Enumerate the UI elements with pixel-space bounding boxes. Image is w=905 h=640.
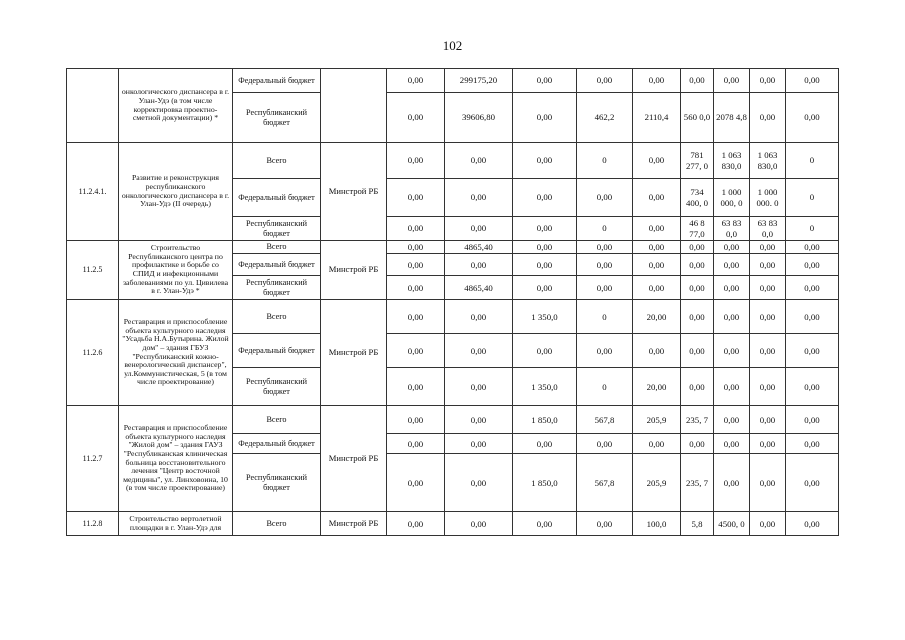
- amount-cell: 20,00: [633, 300, 681, 334]
- amount-cell: 567,8: [577, 454, 633, 512]
- amount-cell: 235, 7: [681, 454, 714, 512]
- table-row: [67, 406, 839, 434]
- amount-cell: 0,00: [714, 454, 750, 512]
- amount-cell: 0,00: [786, 368, 839, 406]
- amount-cell: 20,00: [633, 368, 681, 406]
- row-code: 11.2.5: [67, 241, 119, 300]
- row-measure-name: Развитие и реконструкция республиканского онкологического диспансера в г. Улан-Удэ (II очередь): [119, 143, 233, 241]
- amount-cell: 0,00: [750, 434, 786, 454]
- amount-cell: 5,8: [681, 512, 714, 536]
- amount-cell: 0: [786, 217, 839, 241]
- amount-cell: 0,00: [387, 300, 445, 334]
- funding-source: Республиканский бюджет: [233, 276, 321, 300]
- amount-cell: 0,00: [750, 254, 786, 276]
- table-row: [67, 300, 839, 334]
- amount-cell: 0,00: [786, 334, 839, 368]
- row-measure-name: онкологического диспансера в г. Улан-Удэ (в том числе корректировка проектно-сметной документации) *: [119, 69, 233, 143]
- amount-cell: 0,00: [577, 434, 633, 454]
- amount-cell: 0,00: [681, 434, 714, 454]
- amount-cell: 0,00: [750, 512, 786, 536]
- amount-cell: 0,00: [513, 276, 577, 300]
- row-code: 11.2.8: [67, 512, 119, 536]
- amount-cell: 0,00: [513, 217, 577, 241]
- amount-cell: 0,00: [513, 179, 577, 217]
- amount-cell: 0,00: [577, 334, 633, 368]
- amount-cell: 0,00: [786, 406, 839, 434]
- amount-cell: 0: [577, 368, 633, 406]
- amount-cell: 0,00: [513, 254, 577, 276]
- row-code: [67, 69, 119, 143]
- amount-cell: 0,00: [633, 69, 681, 93]
- amount-cell: 1 063 830,0: [714, 143, 750, 179]
- amount-cell: 0,00: [577, 69, 633, 93]
- funding-source: Всего: [233, 512, 321, 536]
- amount-cell: 4500, 0: [714, 512, 750, 536]
- funding-source: Федеральный бюджет: [233, 334, 321, 368]
- funding-source: Всего: [233, 143, 321, 179]
- amount-cell: 0,00: [750, 454, 786, 512]
- amount-cell: 0,00: [445, 300, 513, 334]
- funding-source: Республиканский бюджет: [233, 454, 321, 512]
- amount-cell: 0,00: [633, 179, 681, 217]
- amount-cell: 0: [786, 179, 839, 217]
- amount-cell: 0,00: [577, 276, 633, 300]
- amount-cell: 0,00: [786, 454, 839, 512]
- amount-cell: 0,00: [387, 241, 445, 254]
- amount-cell: 0,00: [681, 276, 714, 300]
- amount-cell: 0,00: [750, 276, 786, 300]
- amount-cell: 0,00: [387, 334, 445, 368]
- amount-cell: 205,9: [633, 454, 681, 512]
- amount-cell: 0,00: [633, 334, 681, 368]
- funding-source: Республиканский бюджет: [233, 368, 321, 406]
- amount-cell: 0,00: [786, 434, 839, 454]
- amount-cell: 0,00: [387, 93, 445, 143]
- amount-cell: 0,00: [750, 368, 786, 406]
- amount-cell: 0,00: [577, 241, 633, 254]
- row-code: 11.2.4.1.: [67, 143, 119, 241]
- amount-cell: 0,00: [387, 217, 445, 241]
- amount-cell: 0,00: [513, 512, 577, 536]
- amount-cell: 0,00: [633, 143, 681, 179]
- amount-cell: 0,00: [513, 143, 577, 179]
- amount-cell: 0,00: [786, 69, 839, 93]
- amount-cell: 0,00: [750, 241, 786, 254]
- amount-cell: 0,00: [387, 368, 445, 406]
- funding-source: Республиканский бюджет: [233, 217, 321, 241]
- amount-cell: 0,00: [714, 300, 750, 334]
- table-row: [67, 69, 839, 93]
- row-measure-name: Строительство Республиканского центра по профилактике и борьбе со СПИД и инфекционными заболеваниями по ул. Цивилева в г. Улан-Удэ *: [119, 241, 233, 300]
- amount-cell: 0,00: [387, 406, 445, 434]
- amount-cell: 0,00: [513, 241, 577, 254]
- amount-cell: 0,00: [786, 241, 839, 254]
- row-measure-name: Реставрация и приспособление объекта культурного наследия "Усадьба Н.А.Бутырина. Жилой дом" – здания ГБУЗ "Республиканский кожно-венерологический диспансер", ул.Коммунистическая, 5 (в том числе проектирование): [119, 300, 233, 406]
- funding-source: Всего: [233, 406, 321, 434]
- responsible-executor: Минстрой РБ: [321, 512, 387, 536]
- amount-cell: 0,00: [633, 434, 681, 454]
- amount-cell: 0: [786, 143, 839, 179]
- amount-cell: 0,00: [681, 69, 714, 93]
- amount-cell: 0,00: [387, 276, 445, 300]
- amount-cell: 0,00: [387, 143, 445, 179]
- amount-cell: 0,00: [714, 241, 750, 254]
- amount-cell: 1 850,0: [513, 406, 577, 434]
- amount-cell: 0,00: [445, 217, 513, 241]
- table-body: [67, 69, 839, 536]
- amount-cell: 0,00: [681, 300, 714, 334]
- amount-cell: 0,00: [633, 217, 681, 241]
- amount-cell: 235, 7: [681, 406, 714, 434]
- amount-cell: 560 0,0: [681, 93, 714, 143]
- row-code: 11.2.7: [67, 406, 119, 512]
- amount-cell: 0,00: [786, 300, 839, 334]
- amount-cell: 567,8: [577, 406, 633, 434]
- amount-cell: 0,00: [714, 276, 750, 300]
- amount-cell: 0,00: [577, 179, 633, 217]
- amount-cell: 205,9: [633, 406, 681, 434]
- amount-cell: 0,00: [714, 334, 750, 368]
- amount-cell: 0,00: [445, 254, 513, 276]
- amount-cell: 0,00: [714, 368, 750, 406]
- amount-cell: 0,00: [387, 512, 445, 536]
- amount-cell: 0: [577, 300, 633, 334]
- table-row: [67, 241, 839, 254]
- amount-cell: 2078 4,8: [714, 93, 750, 143]
- amount-cell: 299175,20: [445, 69, 513, 93]
- amount-cell: 0,00: [786, 512, 839, 536]
- table-row: [67, 143, 839, 179]
- amount-cell: 0: [577, 143, 633, 179]
- amount-cell: 734 400, 0: [681, 179, 714, 217]
- row-measure-name: Строительство вертолетной площадки в г. Улан-Удэ для: [119, 512, 233, 536]
- responsible-executor: Минстрой РБ: [321, 241, 387, 300]
- amount-cell: 0,00: [387, 179, 445, 217]
- responsible-executor: Минстрой РБ: [321, 300, 387, 406]
- funding-source: Федеральный бюджет: [233, 69, 321, 93]
- amount-cell: 0,00: [387, 434, 445, 454]
- amount-cell: 1 000 000, 0: [714, 179, 750, 217]
- amount-cell: 0,00: [513, 334, 577, 368]
- amount-cell: 0,00: [445, 143, 513, 179]
- amount-cell: 0: [577, 217, 633, 241]
- amount-cell: 0,00: [633, 241, 681, 254]
- funding-source: Всего: [233, 300, 321, 334]
- row-code: 11.2.6: [67, 300, 119, 406]
- amount-cell: 0,00: [513, 434, 577, 454]
- funding-source: Федеральный бюджет: [233, 434, 321, 454]
- amount-cell: 0,00: [750, 300, 786, 334]
- amount-cell: 0,00: [750, 334, 786, 368]
- amount-cell: 0,00: [445, 454, 513, 512]
- amount-cell: 0,00: [577, 254, 633, 276]
- amount-cell: 1 000 000. 0: [750, 179, 786, 217]
- amount-cell: 2110,4: [633, 93, 681, 143]
- amount-cell: 0,00: [714, 254, 750, 276]
- funding-source: Федеральный бюджет: [233, 179, 321, 217]
- amount-cell: 0,00: [714, 69, 750, 93]
- amount-cell: 1 350,0: [513, 368, 577, 406]
- amount-cell: 100,0: [633, 512, 681, 536]
- amount-cell: 0,00: [513, 69, 577, 93]
- responsible-executor: [321, 69, 387, 143]
- amount-cell: 0,00: [681, 368, 714, 406]
- amount-cell: 1 063 830,0: [750, 143, 786, 179]
- amount-cell: 0,00: [681, 241, 714, 254]
- funding-source: Республиканский бюджет: [233, 93, 321, 143]
- amount-cell: 0,00: [577, 512, 633, 536]
- page-number: 102: [442, 38, 463, 53]
- row-measure-name: Реставрация и приспособление объекта культурного наследия "Жилой дом" – здания ГАУЗ "Республиканская клиническая больница восстановительного лечения "Центр восточной медицины", ул. Линховоина, 10 (в том числе проектирование): [119, 406, 233, 512]
- amount-cell: 0,00: [445, 334, 513, 368]
- amount-cell: 0,00: [633, 254, 681, 276]
- amount-cell: 0,00: [445, 434, 513, 454]
- amount-cell: 0,00: [445, 406, 513, 434]
- amount-cell: 1 350,0: [513, 300, 577, 334]
- amount-cell: 0,00: [714, 406, 750, 434]
- amount-cell: 1 850,0: [513, 454, 577, 512]
- amount-cell: 0,00: [387, 69, 445, 93]
- amount-cell: 39606,80: [445, 93, 513, 143]
- amount-cell: 0,00: [750, 69, 786, 93]
- amount-cell: 0,00: [387, 454, 445, 512]
- amount-cell: 0,00: [681, 334, 714, 368]
- amount-cell: 0,00: [786, 254, 839, 276]
- amount-cell: 0,00: [714, 434, 750, 454]
- amount-cell: 4865,40: [445, 241, 513, 254]
- amount-cell: 0,00: [445, 179, 513, 217]
- amount-cell: 0,00: [513, 93, 577, 143]
- amount-cell: 0,00: [445, 368, 513, 406]
- amount-cell: 0,00: [387, 254, 445, 276]
- amount-cell: 0,00: [750, 406, 786, 434]
- responsible-executor: Минстрой РБ: [321, 143, 387, 241]
- table-row: [67, 512, 839, 536]
- amount-cell: 0,00: [786, 93, 839, 143]
- amount-cell: 781 277, 0: [681, 143, 714, 179]
- funding-source: Федеральный бюджет: [233, 254, 321, 276]
- amount-cell: 4865,40: [445, 276, 513, 300]
- amount-cell: 0,00: [445, 512, 513, 536]
- amount-cell: 0,00: [681, 254, 714, 276]
- funding-source: Всего: [233, 241, 321, 254]
- responsible-executor: Минстрой РБ: [321, 406, 387, 512]
- budget-table: [66, 68, 839, 536]
- amount-cell: 0,00: [750, 93, 786, 143]
- amount-cell: 63 83 0,0: [750, 217, 786, 241]
- amount-cell: 0,00: [633, 276, 681, 300]
- amount-cell: 46 8 77,0: [681, 217, 714, 241]
- amount-cell: 0,00: [786, 276, 839, 300]
- amount-cell: 63 83 0,0: [714, 217, 750, 241]
- amount-cell: 462,2: [577, 93, 633, 143]
